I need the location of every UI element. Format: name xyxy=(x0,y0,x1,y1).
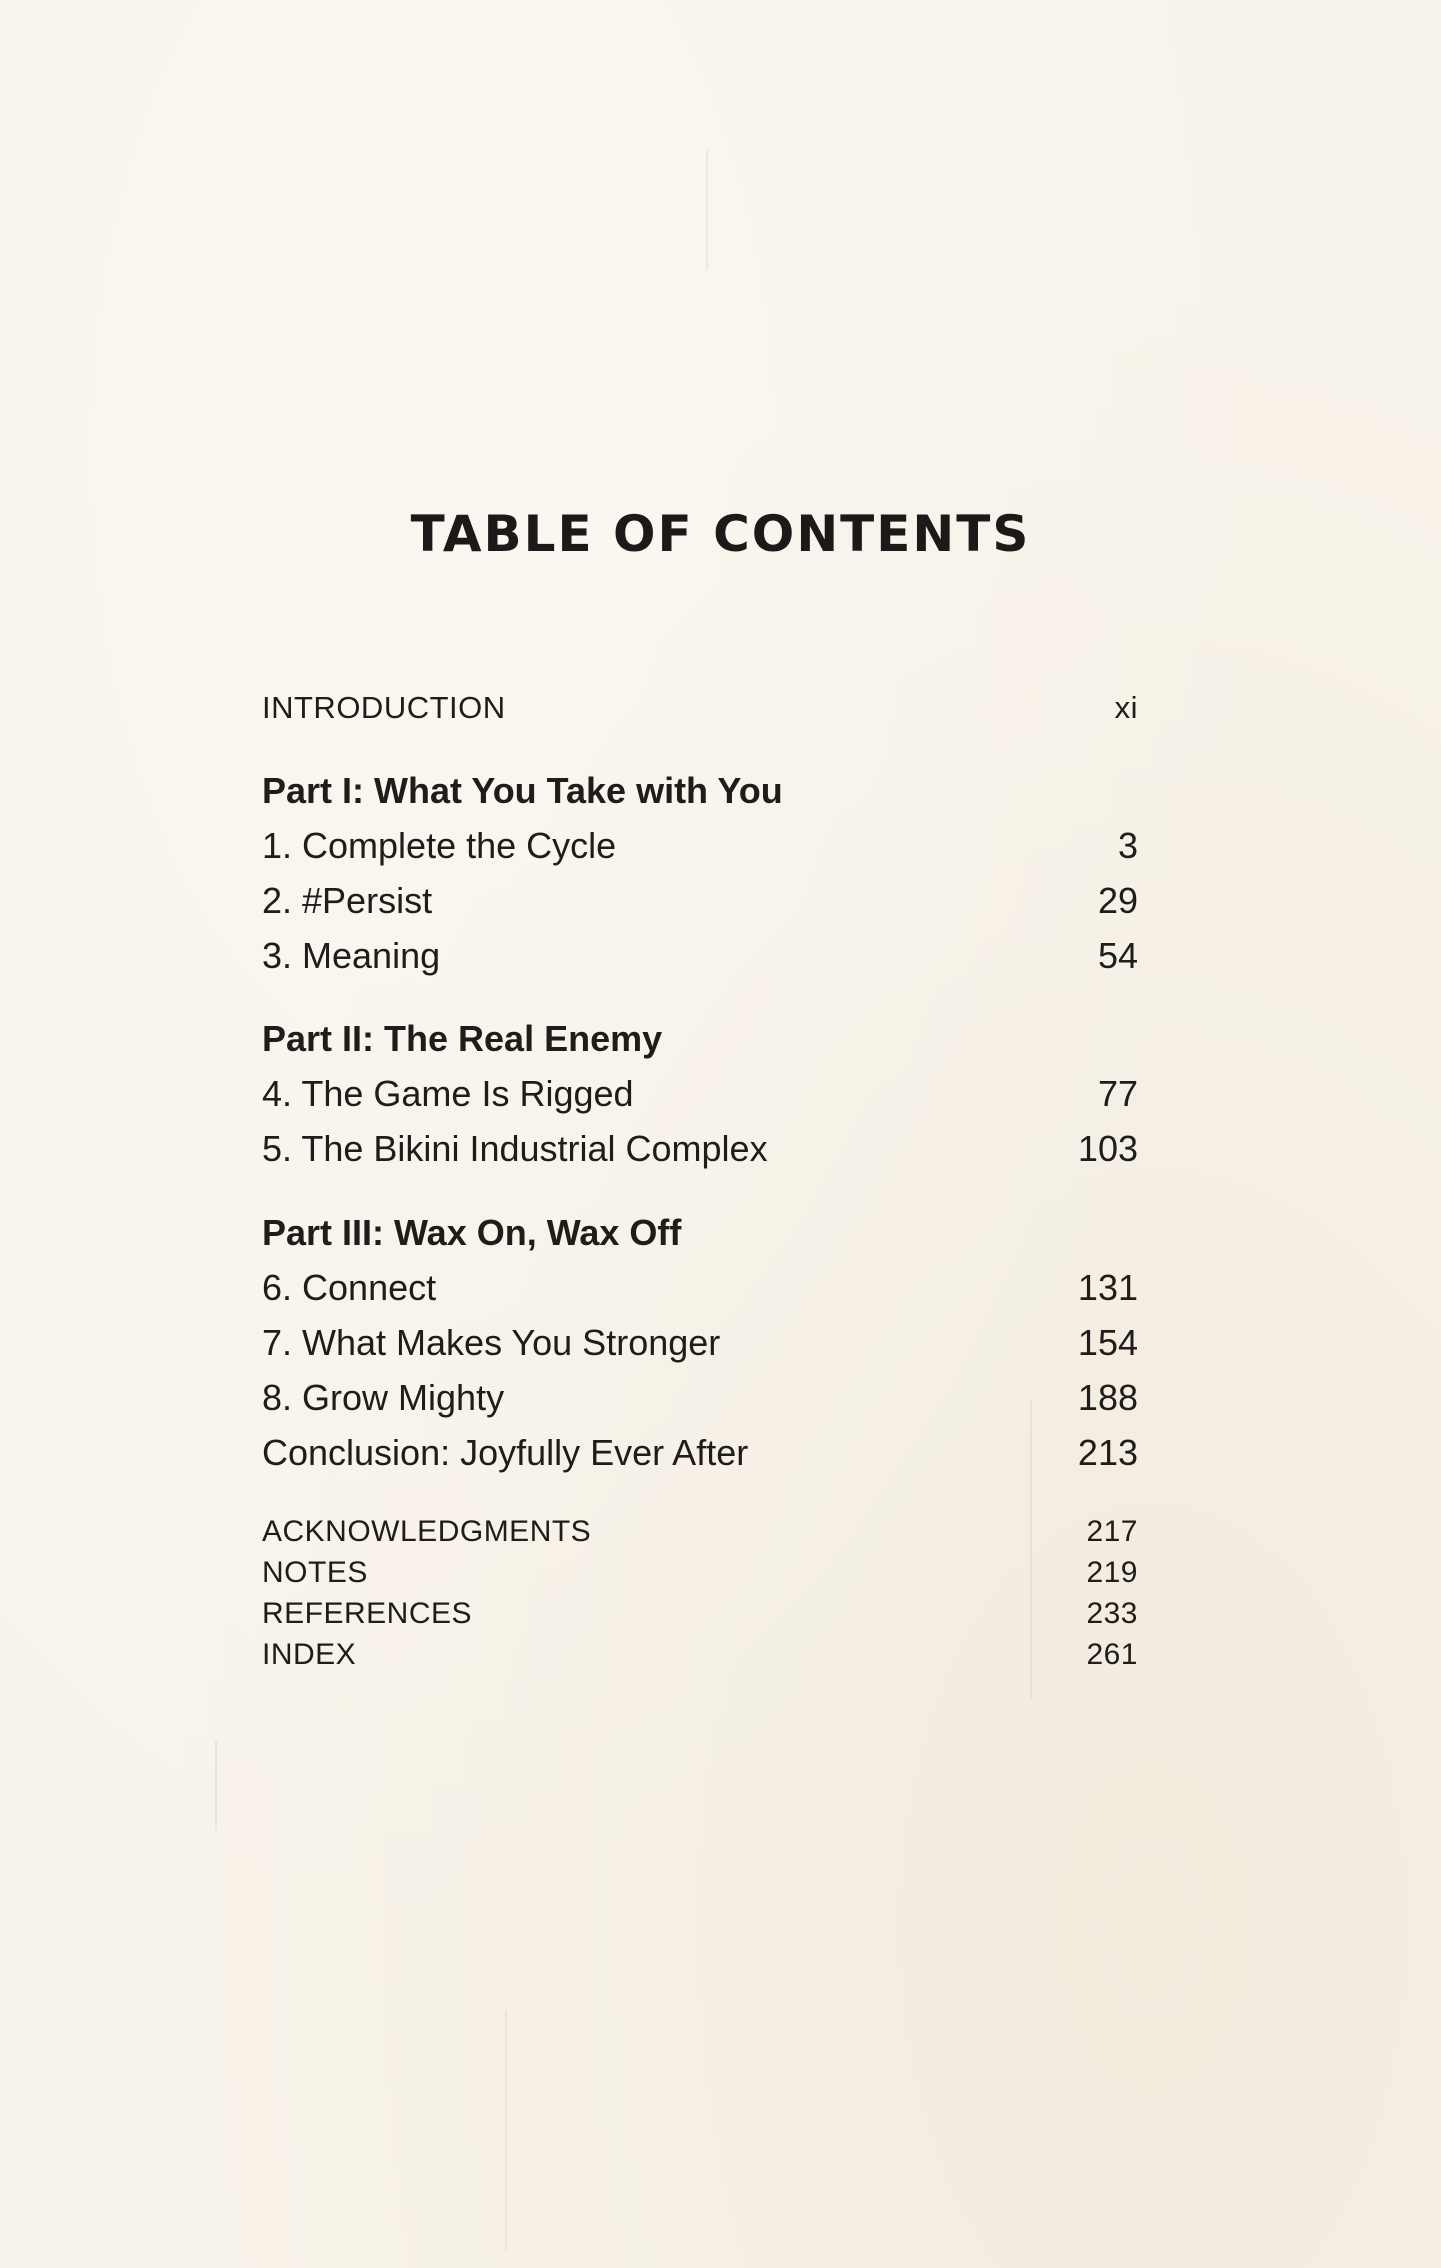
toc-entry-backmatter xyxy=(262,1638,1138,1672)
toc-entry xyxy=(262,935,1138,977)
toc-entry-backmatter xyxy=(262,1597,1138,1631)
toc-entry-backmatter xyxy=(262,1556,1138,1590)
toc-entry-page: 54 xyxy=(1097,935,1138,976)
toc-entry-introduction xyxy=(262,690,1138,726)
toc-entry-page: 154 xyxy=(1077,1322,1138,1363)
toc-entry-page: 3 xyxy=(1117,825,1138,866)
part-heading-label: Part III: Wax On, Wax Off xyxy=(262,1212,682,1253)
toc-entry-page: 217 xyxy=(1086,1515,1138,1548)
toc-entry xyxy=(262,1432,1138,1474)
toc-entry xyxy=(262,1128,1138,1170)
toc-entry-page: 77 xyxy=(1097,1073,1138,1114)
toc-entry xyxy=(262,1073,1138,1115)
toc-entry-backmatter xyxy=(262,1515,1138,1549)
toc-entry-page: 213 xyxy=(1077,1432,1138,1473)
toc-entry-page: 29 xyxy=(1097,880,1138,921)
toc-entry-label: 6. Connect xyxy=(262,1267,437,1308)
toc-entry xyxy=(262,1267,1138,1309)
toc-entry-label: 4. The Game Is Rigged xyxy=(262,1073,634,1114)
part-heading xyxy=(262,1018,1138,1060)
toc-entry-label: 8. Grow Mighty xyxy=(262,1377,505,1418)
toc-entry-label: INDEX xyxy=(262,1638,357,1671)
toc-entry-page: 233 xyxy=(1086,1597,1138,1630)
toc-entry-page: 131 xyxy=(1077,1267,1138,1308)
paper-crease xyxy=(706,150,708,270)
toc-entry xyxy=(262,880,1138,922)
part-heading xyxy=(262,770,1138,812)
toc-entry-label: 1. Complete the Cycle xyxy=(262,825,617,866)
toc-entry-label: REFERENCES xyxy=(262,1597,473,1630)
part-heading xyxy=(262,1212,1138,1254)
toc-entry-page: 261 xyxy=(1086,1638,1138,1671)
toc-entry xyxy=(262,825,1138,867)
page-title: TABLE OF CONTENTS xyxy=(410,505,1031,563)
toc-entry-label: 3. Meaning xyxy=(262,935,441,976)
toc-entry xyxy=(262,1377,1138,1419)
toc-entry-page: 188 xyxy=(1077,1377,1138,1418)
toc-entry-page: 103 xyxy=(1077,1128,1138,1169)
part-heading-label: Part I: What You Take with You xyxy=(262,770,783,811)
toc-entry-label: NOTES xyxy=(262,1556,368,1589)
toc-entry-label: ACKNOWLEDGMENTS xyxy=(262,1515,592,1548)
paper-crease xyxy=(505,2010,507,2250)
toc-entry-label: 5. The Bikini Industrial Complex xyxy=(262,1128,768,1169)
toc-entry xyxy=(262,1322,1138,1364)
paper-crease xyxy=(215,1740,217,1830)
part-heading-label: Part II: The Real Enemy xyxy=(262,1018,663,1059)
toc-entry-label: Conclusion: Joyfully Ever After xyxy=(262,1432,749,1473)
toc-entry-label: 2. #Persist xyxy=(262,880,433,921)
toc-entry-page: 219 xyxy=(1086,1556,1138,1589)
toc-entry-label: INTRODUCTION xyxy=(262,690,506,725)
toc-entry-page: xi xyxy=(1114,690,1138,725)
toc-entry-label: 7. What Makes You Stronger xyxy=(262,1322,721,1363)
